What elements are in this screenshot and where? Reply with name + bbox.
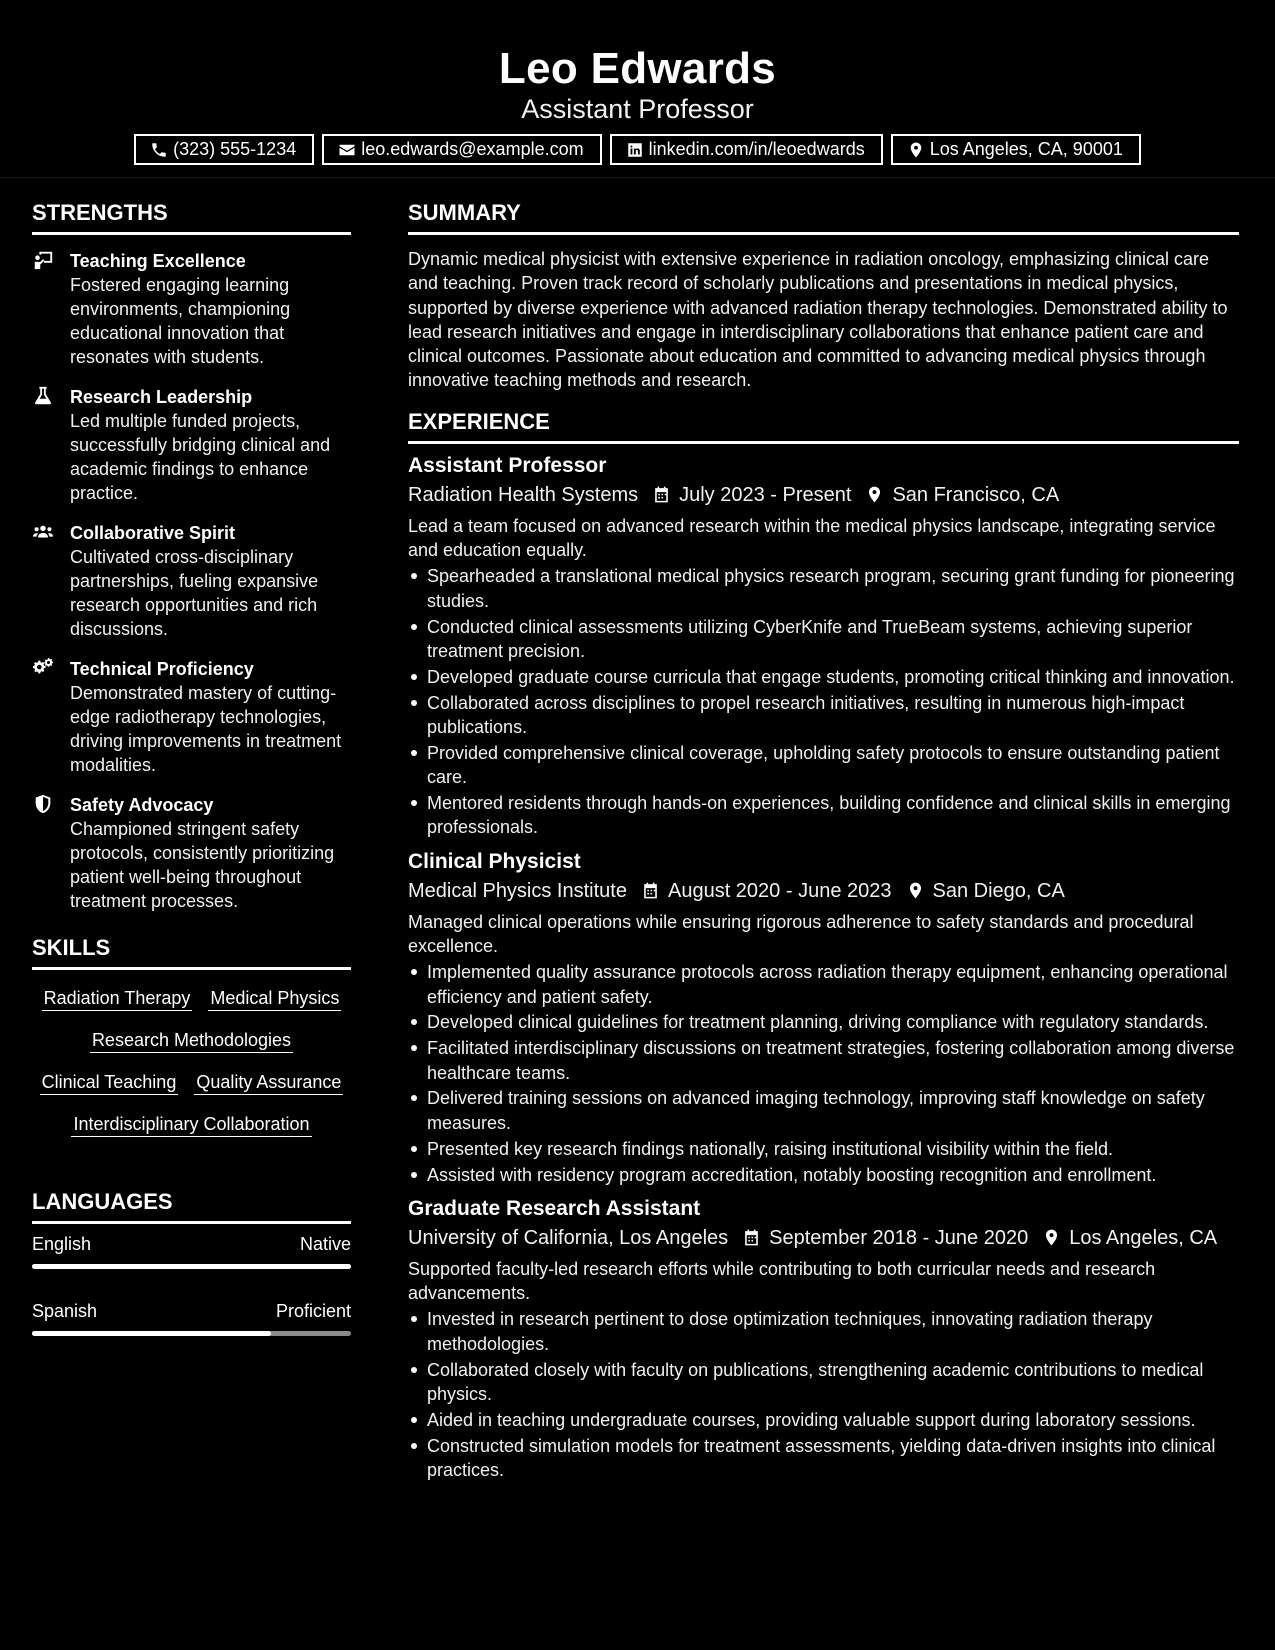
skill-tag: Research Methodologies [90, 1028, 293, 1053]
job-bullet: Conducted clinical assessments utilizing CyberKnife and TrueBeam systems, achieving superior treatment precision. [408, 615, 1239, 664]
strength-item [32, 383, 351, 505]
contact-phone-text: (323) 555-1234 [173, 139, 297, 159]
map-pin-icon [907, 141, 925, 159]
job-bullet: Presented key research findings nationally, raising institutional visibility within the field. [408, 1137, 1239, 1161]
strength-item [32, 791, 351, 913]
strength-desc: Cultivated cross-disciplinary partnerships, fueling expansive research opportunities and rich discussions. [70, 547, 319, 639]
candidate-title: Assistant Professor [521, 94, 754, 124]
job-description: Supported faculty-led research efforts while contributing to both curricular needs and research advancements. [408, 1258, 1156, 1304]
users-icon [32, 521, 54, 543]
skill-tag: Quality Assurance [194, 1070, 343, 1095]
job-bullet: Aided in teaching undergraduate courses, providing valuable support during laboratory sessions. [408, 1408, 1239, 1432]
skill-tag: Medical Physics [208, 986, 341, 1011]
calendar-icon [641, 881, 660, 900]
job-bullet: Assisted with residency program accreditation, notably boosting recognition and enrollment. [408, 1163, 1239, 1187]
gears-icon [32, 657, 54, 679]
envelope-icon [338, 141, 356, 159]
map-pin-icon [1042, 1228, 1061, 1247]
experience-heading: EXPERIENCE [408, 409, 1239, 444]
teacher-board-icon [32, 249, 54, 271]
contact-bar [0, 134, 1275, 165]
language-level-fill [32, 1264, 351, 1269]
strength-title: Collaborative Spirit [70, 523, 236, 543]
skill-tag: Clinical Teaching [40, 1070, 179, 1095]
contact-email[interactable] [322, 134, 601, 165]
contact-location[interactable] [891, 134, 1141, 165]
strength-title: Teaching Excellence [70, 251, 246, 271]
strength-desc: Demonstrated mastery of cutting-edge radiotherapy technologies, driving improvements in treatment modalities. [70, 683, 342, 775]
job-company: Medical Physics Institute [408, 879, 627, 902]
job-title: Assistant Professor [408, 453, 607, 477]
job-bullet: Developed clinical guidelines for treatment planning, driving compliance with regulatory standards. [408, 1010, 1239, 1034]
job-dates: September 2018 - June 2020 [769, 1226, 1029, 1249]
job-bullet: Provided comprehensive clinical coverage, upholding safety protocols to ensure outstanding patient care. [408, 741, 1239, 790]
job-entry [408, 848, 1239, 1187]
right-column [408, 200, 1239, 1490]
contact-phone[interactable] [134, 134, 314, 165]
summary-text: Dynamic medical physicist with extensive experience in radiation oncology, emphasizing clinical care and teaching. Proven track record of scholarly publications and presentations in medical physics, supported by diverse experience with advanced radiation therapy technologies. Demonstrated ability to lead research initiatives and engage in interdisciplinary collaborations that enhance patient care and clinical outcomes. Passionate about education and committed to advancing medical physics through innovative teaching methods and research. [408, 249, 1228, 391]
language-level-fill [32, 1331, 271, 1336]
contact-email-text: leo.edwards@example.com [361, 139, 584, 159]
phone-icon [150, 141, 168, 159]
job-bullet: Mentored residents through hands-on experiences, building confidence and clinical skills in emerging professionals. [408, 791, 1239, 840]
job-bullet: Constructed simulation models for treatment assessments, yielding data-driven insights into clinical practices. [408, 1434, 1239, 1483]
calendar-icon [652, 485, 671, 504]
shield-icon [32, 793, 54, 815]
job-bullet: Collaborated across disciplines to propel research initiatives, resulting in numerous high-impact publications. [408, 691, 1239, 740]
contact-linkedin[interactable] [610, 134, 883, 165]
job-dates: August 2020 - June 2023 [667, 879, 892, 902]
language-name: Spanish [32, 1301, 98, 1321]
job-bullet: Implemented quality assurance protocols across radiation therapy equipment, enhancing operational efficiency and patient safety. [408, 960, 1239, 1009]
job-title: Graduate Research Assistant [408, 1196, 701, 1220]
job-description: Managed clinical operations while ensuring rigorous adherence to safety standards and procedural excellence. [408, 911, 1194, 956]
job-bullet: Collaborated closely with faculty on publications, strengthening academic contributions to medical physics. [408, 1358, 1239, 1407]
job-bullet: Developed graduate course curricula that engage students, promoting critical thinking and innovation. [408, 665, 1239, 689]
map-pin-icon [906, 881, 925, 900]
job-location: San Francisco, CA [892, 483, 1060, 506]
job-dates: July 2023 - Present [679, 483, 852, 506]
language-level-bar [32, 1331, 351, 1336]
strength-item [32, 655, 351, 777]
skill-tag: Interdisciplinary Collaboration [71, 1112, 311, 1137]
job-company: Radiation Health Systems [408, 483, 639, 506]
strength-title: Research Leadership [70, 387, 253, 407]
language-level: Native [299, 1234, 351, 1254]
language-level: Proficient [275, 1301, 351, 1321]
job-description: Lead a team focused on advanced research within the medical physics landscape, integrating service and education equally. [408, 515, 1216, 561]
calendar-icon [742, 1228, 761, 1247]
flask-icon [32, 385, 54, 407]
job-bullet: Facilitated interdisciplinary discussions on treatment strategies, fostering collaboration among diverse healthcare teams. [408, 1036, 1239, 1085]
skills-heading: SKILLS [32, 935, 351, 970]
language-item [32, 1299, 351, 1336]
job-entry [408, 1195, 1239, 1482]
strengths-heading: STRENGTHS [32, 200, 351, 235]
strength-item [32, 519, 351, 641]
job-bullet: Delivered training sessions on advanced imaging technology, improving staff knowledge on safety measures. [408, 1086, 1239, 1135]
strength-title: Safety Advocacy [70, 795, 214, 815]
linkedin-icon [626, 141, 644, 159]
contact-location-text: Los Angeles, CA, 90001 [929, 139, 1123, 159]
strength-desc: Championed stringent safety protocols, consistently prioritizing patient well-being throughout treatment processes. [70, 819, 335, 911]
language-level-bar [32, 1264, 351, 1269]
strength-desc: Fostered engaging learning environments, championing educational innovation that resonates with students. [70, 275, 291, 367]
summary-heading: SUMMARY [408, 200, 1239, 235]
map-pin-icon [865, 485, 884, 504]
strength-title: Technical Proficiency [70, 659, 254, 679]
language-name: English [32, 1234, 92, 1254]
job-bullet: Invested in research pertinent to dose optimization techniques, innovating radiation therapy methodologies. [408, 1307, 1239, 1356]
skills-list [32, 982, 351, 1137]
job-title: Clinical Physicist [408, 849, 581, 873]
job-location: San Diego, CA [932, 879, 1065, 902]
languages-heading: LANGUAGES [32, 1189, 351, 1224]
job-location: Los Angeles, CA [1069, 1226, 1218, 1249]
strength-item [32, 247, 351, 369]
job-bullet: Spearheaded a translational medical physics research program, securing grant funding for pioneering studies. [408, 564, 1239, 613]
left-column [32, 200, 351, 1362]
resume-header [0, 0, 1275, 178]
job-entry [408, 452, 1239, 840]
candidate-name: Leo Edwards [498, 44, 777, 93]
job-company: University of California, Los Angeles [408, 1226, 729, 1249]
strength-desc: Led multiple funded projects, successfully bridging clinical and academic findings to enhance practice. [70, 411, 331, 503]
contact-linkedin-text: linkedin.com/in/leoedwards [648, 139, 865, 159]
language-item [32, 1232, 351, 1269]
skill-tag: Radiation Therapy [42, 986, 193, 1011]
